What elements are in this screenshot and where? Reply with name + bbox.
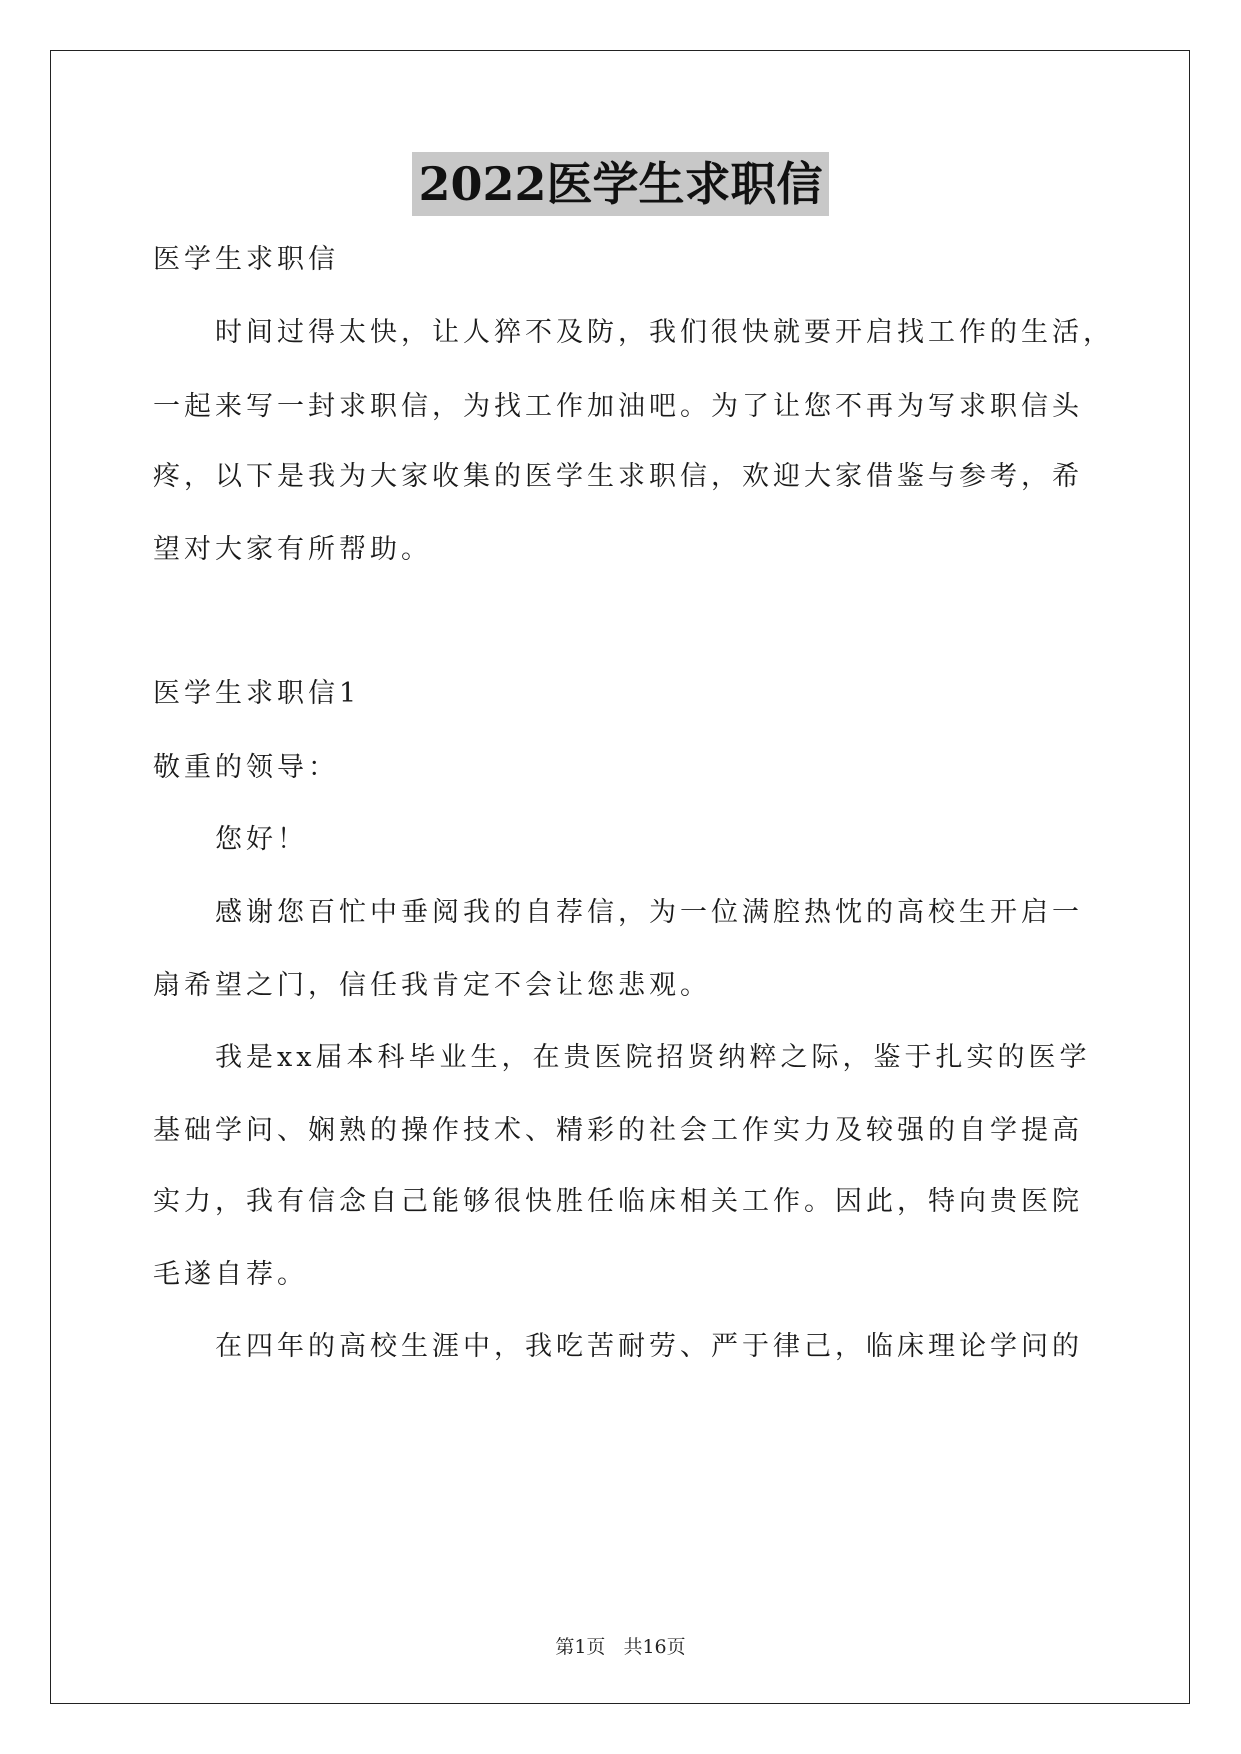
page-total: 共16页	[623, 1636, 686, 1658]
document-title: 2022医学生求职信	[412, 152, 828, 216]
paragraph-line: 疼，以下是我为大家收集的医学生求职信，欢迎大家借鉴与参考，希	[153, 461, 1083, 492]
paragraph-line: 望对大家有所帮助。	[153, 534, 432, 565]
paragraph-line: 在四年的高校生涯中，我吃苦耐劳、严于律己，临床理论学问的	[215, 1331, 1083, 1362]
greeting: 您好！	[215, 824, 308, 855]
page-border	[50, 50, 1190, 1704]
section-heading: 医学生求职信	[153, 244, 339, 275]
salutation: 敬重的领导：	[153, 752, 339, 783]
page-number: 第1页	[555, 1636, 606, 1658]
paragraph-line: 感谢您百忙中垂阅我的自荐信，为一位满腔热忱的高校生开启一	[215, 897, 1083, 928]
paragraph-line: 我是xx届本科毕业生，在贵医院招贤纳粹之际，鉴于扎实的医学	[215, 1042, 1091, 1073]
paragraph-line: 一起来写一封求职信，为找工作加油吧。为了让您不再为写求职信头	[153, 391, 1083, 422]
paragraph-line: 实力，我有信念自己能够很快胜任临床相关工作。因此，特向贵医院	[153, 1186, 1083, 1217]
paragraph-line: 基础学问、娴熟的操作技术、精彩的社会工作实力及较强的自学提高	[153, 1115, 1083, 1146]
paragraph-line: 时间过得太快，让人猝不及防，我们很快就要开启找工作的生活，	[215, 317, 1114, 348]
section-heading: 医学生求职信1	[153, 678, 361, 709]
title-container	[0, 152, 1241, 216]
paragraph-line: 扇希望之门，信任我肯定不会让您悲观。	[153, 970, 711, 1001]
paragraph-line: 毛遂自荐。	[153, 1259, 308, 1290]
page-footer	[0, 1632, 1241, 1659]
